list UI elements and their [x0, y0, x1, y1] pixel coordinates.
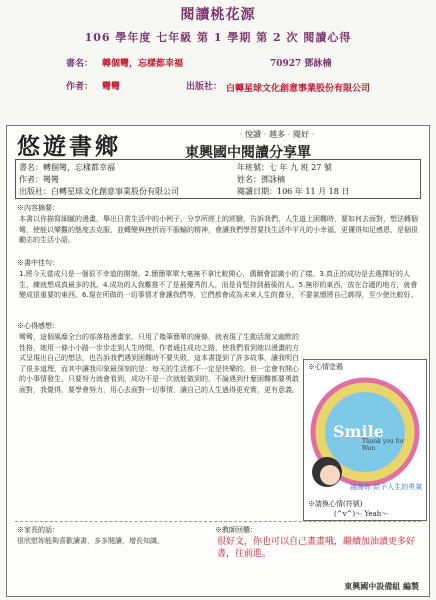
class-row: 年班號：七 年 九 班 27 號	[237, 163, 332, 172]
sheet-big-title: 悠遊書鄉	[17, 134, 121, 160]
book-label: 書名：	[66, 59, 94, 69]
name-row: 姓名：鄧詠楠	[237, 175, 285, 184]
mood-doodle-box	[303, 359, 427, 521]
org-title: 東興國中閱讀分享單	[185, 145, 311, 161]
student-info: 70927 鄧詠楠	[270, 59, 332, 69]
quotes-text: 1.將今天當成只是一個很不幸道的開端。2.簡簡單單大毫無不拿比較開心，偶爾會認識小的了樣。3.真正的成功是去選擇好的人生，練就想成真最多的我。4.成功的人我難推不了是最優秀的人，而是肯堅持到最後的人。5.無形的東西，放在合適的地方，就會變成很重要的東西。6.現在所做的一切事情才會讓我們等，它們都會成為未來人生的養分，不要氣憤將自己綁得，至少使比較好。	[19, 270, 418, 299]
parent-note: 很欣慰妳能夠喜歡讀書，多多閱讀，增長知識。	[17, 537, 164, 545]
teacher-heading: ※教師回饋：	[215, 526, 257, 534]
book-row: 書名：轉個彎，忘樣都幸福	[19, 163, 115, 172]
page-title: 閱讀桃花源	[180, 7, 256, 23]
divider-rule	[15, 521, 421, 522]
sheet-footer: 東興國中設備組 編製	[344, 581, 419, 591]
summary-heading: ※內容摘要：	[17, 204, 59, 212]
author-row: 作者：彎彎	[19, 175, 59, 184]
motto: ‧悅讀‧越多‧閱好‧	[237, 130, 317, 139]
parent-heading: ※家長的話：	[17, 526, 59, 534]
publisher-label: 出版社：	[186, 82, 223, 92]
doodle-caption: 謝謝妳 給予人生的勇氣	[350, 483, 423, 491]
reflection-heading: ※心得感想：	[17, 322, 59, 330]
doodle-label: ※心情塗鴉	[308, 363, 343, 371]
date-row: 閱讀日期：106 年 11 月 18 日	[237, 187, 350, 196]
thanks-text: Thank you for Wan	[362, 438, 405, 452]
smile-doodle-icon	[305, 374, 425, 494]
svg-text:Smile: Smile	[333, 422, 384, 441]
publisher-row: 出版社：白轉星球文化創意事業股份有限公司	[19, 187, 179, 196]
wish-value: (^v^)～ Yeah～	[334, 510, 389, 518]
author-value: 彎彎	[102, 82, 121, 92]
quotes-heading: ※書中佳句：	[17, 259, 59, 267]
teacher-note: 很好文，你也可以自己畫畫哦，繼續加油讀更多好書，往前進。	[217, 537, 416, 559]
wish-label: ※請換心情(符號)	[308, 500, 363, 508]
book-value: 轉個彎，忘樣都幸福	[102, 59, 184, 69]
summary-text: 本書以你描寫細膩的漫畫，舉出日常生活中的小例子，分享所經上的經驗，告訴我們，人生道上困難時，要如何去面對，想法轉個彎，使能以樂觀的態度去克服，並轉變與挫折而不服輸的精神，會讓我們學習要找生活中平凡的小幸福，更懂得知足感恩，是個很勵志的生活小語。	[19, 215, 418, 244]
page-header	[0, 0, 436, 125]
semester-subtitle: 106 學年度 七年級 第 1 學期 第 2 次 閱讀心得	[84, 31, 352, 44]
publisher-value: 白轉星球文化創意事業股份有限公司	[226, 84, 371, 94]
author-label: 作者：	[66, 82, 94, 92]
reflection-text: 彎彎，這個風靡全台的部落格漫畫家，只用了幾筆簡單的線條，就表現了生動活潑又幽默的性格，她用一條小小路一步步走到人生時間，作者通往成功之路，使我們看到她以漫畫的方式呈現出自己的想法，也告訴我們遇到困難時不要失敗，這本書提到了許多故事，讓我明白了很多道理，而其中讓我印象最深刻的是：每天的生活都不一定是快樂的，但一定會有開心的小事情發生，只要努力就會看到，成功不是一次就能做到的，不論遇到什麼困難都要勇敢面對，我覺得，要學會努力，用心去面對一切事情，讓自己的人生過得更充實，更有意義。	[19, 333, 299, 394]
reading-share-sheet	[6, 125, 430, 597]
